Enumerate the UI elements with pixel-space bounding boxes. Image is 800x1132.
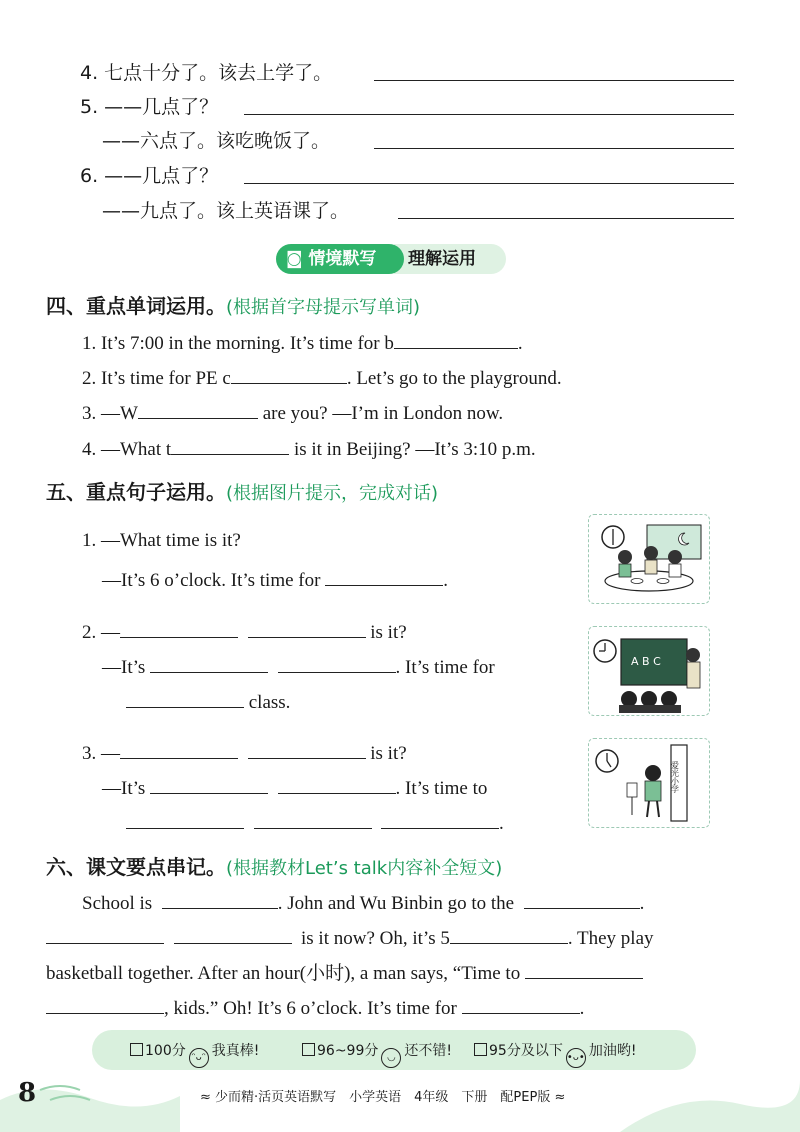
prev-line-6a: 6. ——几点了？: [80, 165, 219, 187]
s5-d2a: 2. — is it?: [82, 617, 407, 644]
banner-left: ◙ 情境默写: [276, 244, 404, 274]
answer-blank[interactable]: [394, 328, 518, 349]
answer-blank[interactable]: [525, 958, 643, 979]
answer-blank[interactable]: [248, 738, 366, 759]
answer-blank[interactable]: [174, 923, 292, 944]
answer-blank[interactable]: [171, 434, 289, 455]
s4-q3: 3. —W are you? —I’m in London now.: [82, 398, 503, 425]
s6-line-2: is it now? Oh, it’s 5 . They play: [46, 923, 654, 950]
banner-right: 理解运用: [394, 244, 506, 274]
banner-icon: ◙: [286, 249, 309, 269]
answer-blank[interactable]: [462, 993, 580, 1014]
s4-q4: 4. —What t is it in Beijing? —It’s 3:10 p.m.: [82, 434, 536, 461]
picture-classroom: [588, 626, 710, 716]
answer-line[interactable]: [244, 183, 734, 184]
classroom-illustration: [589, 627, 709, 715]
cheer-face-icon: •ᴗ•: [566, 1048, 586, 1068]
s5-d2c: —It’s . It’s time for: [102, 652, 495, 679]
s5-d3e: .: [126, 808, 504, 835]
answer-blank[interactable]: [524, 888, 640, 909]
answer-blank[interactable]: [120, 738, 238, 759]
dinner-illustration: [589, 515, 709, 603]
score-option-95[interactable]: 95分及以下 •ᴗ• 加油哟!: [474, 1040, 636, 1068]
school-illustration: [589, 739, 709, 827]
section-4-hint: (根据首字母提示写单词): [226, 297, 421, 318]
section-5-title: 五、重点句子运用。(根据图片提示，完成对话): [46, 480, 439, 504]
s5-d1a: 1. —What time is it?: [82, 530, 241, 551]
score-option-100[interactable]: 100分 ᵔᴗᵔ 我真棒!: [130, 1040, 259, 1068]
smile-face-icon: ◡: [381, 1048, 401, 1068]
board-text: A B C: [631, 655, 661, 668]
section-6-title: 六、课文要点串记。(根据教材Let’s talk内容补全短文): [46, 855, 503, 879]
checkbox-icon[interactable]: [302, 1043, 315, 1056]
answer-blank[interactable]: [325, 565, 443, 586]
answer-blank[interactable]: [150, 773, 268, 794]
answer-line[interactable]: [398, 218, 734, 219]
s6-line-4: , kids.” Oh! It’s 6 o’clock. It’s time for .: [46, 993, 584, 1020]
section-6-hint: (根据教材Let’s talk内容补全短文): [226, 858, 503, 879]
answer-blank[interactable]: [254, 808, 372, 829]
section-4-title: 四、重点单词运用。(根据首字母提示写单词): [46, 294, 421, 318]
answer-blank[interactable]: [150, 652, 268, 673]
prev-line-6b: ——九点了。该上英语课了。: [102, 200, 350, 222]
prev-line-4: 4. 七点十分了。该去上学了。: [80, 62, 333, 84]
answer-line[interactable]: [374, 80, 734, 81]
answer-blank[interactable]: [248, 617, 366, 638]
answer-line[interactable]: [244, 114, 734, 115]
answer-blank[interactable]: [278, 652, 396, 673]
picture-school: [588, 738, 710, 828]
s4-q1: 1. It’s 7:00 in the morning. It’s time for b .: [82, 328, 523, 355]
answer-blank[interactable]: [450, 923, 568, 944]
answer-blank[interactable]: [278, 773, 396, 794]
prev-line-5a: 5. ——几点了？: [80, 96, 219, 118]
answer-line[interactable]: [374, 148, 734, 149]
checkbox-icon[interactable]: [130, 1043, 143, 1056]
answer-blank[interactable]: [162, 888, 278, 909]
checkbox-icon[interactable]: [474, 1043, 487, 1056]
s5-d2e: class.: [126, 687, 290, 714]
prev-line-5b: ——六点了。该吃晚饭了。: [102, 130, 331, 152]
score-option-96[interactable]: 96~99分 ◡ 还不错!: [302, 1040, 452, 1068]
answer-blank[interactable]: [381, 808, 499, 829]
school-sign-text: 爱光小学: [670, 761, 680, 793]
s5-d3a: 3. — is it?: [82, 738, 407, 765]
answer-blank[interactable]: [126, 808, 244, 829]
s5-d1b: —It’s 6 o’clock. It’s time for .: [102, 565, 448, 592]
page-number: 8: [18, 1078, 37, 1108]
answer-blank[interactable]: [126, 687, 244, 708]
s6-line-1: School is . John and Wu Binbin go to the .: [82, 888, 644, 915]
picture-dinner: [588, 514, 710, 604]
answer-blank[interactable]: [46, 993, 164, 1014]
section-5-hint: (根据图片提示，完成对话): [226, 483, 439, 504]
answer-blank[interactable]: [46, 923, 164, 944]
footer-text: ≈ 少而精·活页英语默写 小学英语 4年级 下册 配PEP版 ≈: [200, 1090, 566, 1105]
s4-q2: 2. It’s time for PE c . Let’s go to the playground.: [82, 363, 562, 390]
happy-face-icon: ᵔᴗᵔ: [189, 1048, 209, 1068]
s6-line-3: basketball together. After an hour(小时), a man says, “Time to: [46, 958, 643, 985]
answer-blank[interactable]: [120, 617, 238, 638]
answer-blank[interactable]: [138, 398, 258, 419]
answer-blank[interactable]: [231, 363, 347, 384]
s5-d3c: —It’s . It’s time to: [102, 773, 487, 800]
